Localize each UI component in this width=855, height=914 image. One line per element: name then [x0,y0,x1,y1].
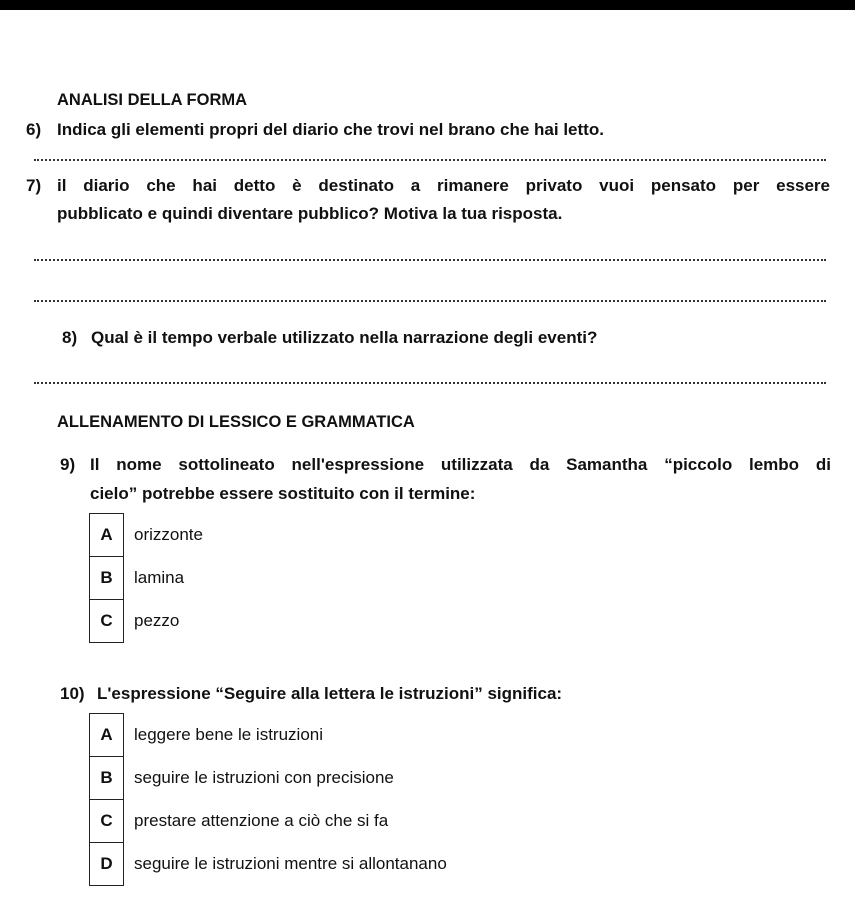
question-9-number: 9) [60,455,76,474]
question-6-number: 6) [26,120,42,139]
option-text: leggere bene le istruzioni [134,725,324,744]
section-heading-form: ANALISI DELLA FORMA [57,91,248,109]
option-letter: B [90,557,124,600]
top-black-bar [0,0,855,10]
question-8-number: 8) [62,328,78,347]
question-7-line-2: pubblicato e quindi diventare pubblico? Motiva la tua risposta. [57,204,563,223]
option-row[interactable] [90,843,447,886]
option-letter: B [90,757,124,800]
option-text: seguire le istruzioni mentre si allontanano [134,854,447,873]
answer-line-q6[interactable] [34,159,826,161]
option-letter: C [90,800,124,843]
option-text: pezzo [134,611,180,630]
answer-line-q8[interactable] [34,382,826,384]
option-row[interactable] [90,800,447,843]
option-text: prestare attenzione a ciò che si fa [134,811,389,830]
option-row[interactable] [90,714,447,757]
answer-line-q7-2[interactable] [34,300,826,302]
question-7-line-1: il diario che hai detto è destinato a rimanere privato vuoi pensato per essere [57,176,830,195]
section-heading-lexicon: ALLENAMENTO DI LESSICO E GRAMMATICA [57,413,415,431]
option-letter: A [90,514,124,557]
question-9-line-2: cielo” potrebbe essere sostituito con il termine: [90,484,476,503]
question-8-text: Qual è il tempo verbale utilizzato nella narrazione degli eventi? [91,328,598,347]
option-row[interactable] [90,757,447,800]
option-letter: C [90,600,124,643]
option-letter: A [90,714,124,757]
option-letter: D [90,843,124,886]
option-text: lamina [134,568,185,587]
option-row[interactable] [90,514,204,557]
question-7-number: 7) [26,176,42,195]
option-text: seguire le istruzioni con precisione [134,768,394,787]
question-9-line-1: Il nome sottolineato nell'espressione utilizzata da Samantha “piccolo lembo di [90,455,831,474]
option-text: orizzonte [134,525,203,544]
question-10-text: L'espressione “Seguire alla lettera le istruzioni” significa: [97,684,563,703]
option-row[interactable] [90,557,204,600]
answer-line-q7-1[interactable] [34,259,826,261]
question-9-options [89,513,204,643]
question-10-options [89,713,447,886]
question-6-text: Indica gli elementi propri del diario che trovi nel brano che hai letto. [57,120,604,139]
question-10-number: 10) [60,684,85,703]
option-row[interactable] [90,600,204,643]
